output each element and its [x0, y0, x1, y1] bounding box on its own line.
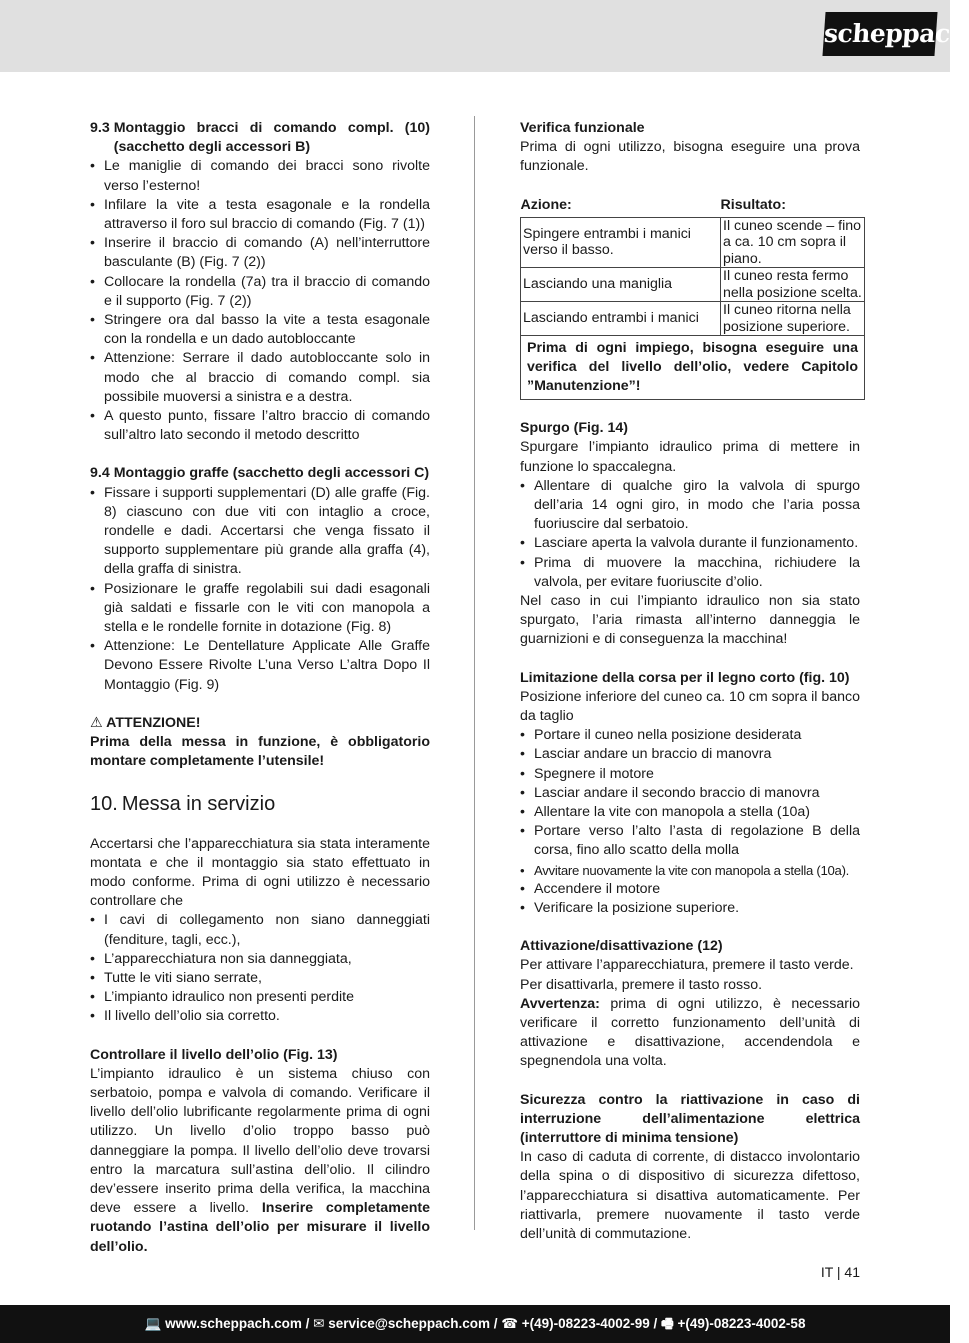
list-item: • Spegnere il motore — [520, 765, 860, 784]
on-off-warning: Avvertenza: prima di ogni utilizzo, è necessario verificare il corretto funzionamento dell’unità di attivazione e disattivazione, accendendola e spegnendola una volta. — [520, 995, 860, 1070]
section-9-4-heading: 9.4 Montaggio graffe (sacchetto degli accessori C) — [90, 465, 430, 482]
right-column — [520, 119, 860, 1244]
warning-text: Prima della messa in funzione, è obbligatorio montare completamente l’utensile! — [90, 734, 430, 770]
restart-protection-heading: Sicurezza contro la riattivazione in caso di interruzione dell’alimentazione elettrica (interruttore di minima tensione) — [520, 1091, 860, 1147]
oil-check-text: L’impianto idraulico è un sistema chiuso con serbatoio, pompa e valvola di comando. Verificare il livello dell’olio lubrificante regolarmente prima di ogni utilizzo. Un livello d’olio troppo basso può danneggiare la pompa. Il livello dell’olio deve trovarsi entro la marcatura sull’astina dell’olio. Il cilindro dev’essere inserito prima della verifica, la macchina deve essere a livello. Inserire completamente ruotando l’astina dell’olio per misurare il livello dell’olio. — [90, 1065, 430, 1255]
oil-check-heading: Controllare il livello dell’olio (Fig. 13) — [90, 1046, 338, 1063]
table-header-result: Risultato: — [720, 196, 786, 213]
list-item: • Inserire il braccio di comando (A) nell’interruttore basculante (B) (Fig. 7 (2)) — [90, 234, 430, 272]
list-item: • Allentare di qualche giro la valvola di spurgo dell’aria 14 ogni giro, in modo che l’aria possa fuoriuscire dal serbatoio. — [520, 477, 860, 535]
page-number: IT | 41 — [820, 1264, 860, 1280]
list-item: • Attenzione: Serrare il dado autobloccante solo in modo che al braccio di comando compl. sia possibile muoversi a sinistra e a destra. — [90, 349, 430, 407]
functional-check-table — [520, 196, 865, 401]
table-header-action: Azione: — [520, 196, 572, 213]
section-9-4-list — [90, 484, 430, 695]
column-divider — [474, 116, 475, 1230]
list-item: • Verificare la posizione superiore. — [520, 899, 860, 918]
list-item: • Lasciare aperta la valvola durante il funzionamento. — [520, 534, 860, 553]
functional-check-text: Prima di ogni utilizzo, bisogna eseguire una prova funzionale. — [520, 139, 860, 175]
stroke-limit-list — [520, 726, 860, 918]
list-item: • Allentare la vite con manopola a stella (10a) — [520, 803, 860, 822]
section-10-intro: Accertarsi che l’apparecchiatura sia stata interamente montata e che il montaggio sia stato effettuato in modo conforme. Prima di ogni utilizzo è necessario controllare che — [90, 835, 430, 910]
bleed-outro: Nel caso in cui l’impianto idraulico non sia stato spurgato, l’aria rimasta all’interno danneggia le guarnizioni e di conseguenza la macchina! — [520, 592, 860, 648]
list-item: • Le maniglie di comando dei bracci sono rivolte verso l’esterno! — [90, 157, 430, 195]
footer-contact: 💻 www.scheppach.com / ✉ service@scheppach.com / ☎ +(49)-08223-4002-99 / 🖷 +(49)-08223-4002-58 — [144, 1316, 806, 1331]
table-row: Lasciando una maniglia Il cuneo resta fermo nella posizione scelta. — [521, 268, 865, 302]
table-row: Lasciando entrambi i manici Il cuneo ritorna nella posizione superiore. — [521, 302, 865, 336]
stroke-limit-heading: Limitazione della corsa per il legno corto (fig. 10) — [520, 669, 850, 686]
list-item: • Prima di muovere la macchina, richiudere la valvola, per evitare fuoriuscite d’olio. — [520, 554, 860, 592]
stroke-limit-intro: Posizione inferiore del cuneo ca. 10 cm sopra il banco da taglio — [520, 688, 860, 724]
list-item: • Accendere il motore — [520, 880, 860, 899]
list-item: • Tutte le viti siano serrate, — [90, 969, 430, 988]
left-column — [90, 119, 430, 1257]
list-item: • Avvitare nuovamente la vite con manopola a stella (10a). — [520, 861, 860, 880]
section-9-3-heading: 9.3 Montaggio bracci di comando compl. (10) (sacchetto degli accessori B) — [90, 120, 430, 156]
bleed-heading: Spurgo (Fig. 14) — [520, 420, 628, 437]
bleed-intro: Spurgare l’impianto idraulico prima di mettere in funzione lo spaccalegna. — [520, 439, 860, 475]
warning-title: ⚠ ATTENZIONE! — [90, 714, 201, 731]
list-item: • L’apparecchiatura non sia danneggiata, — [90, 950, 430, 969]
list-item: • I cavi di collegamento non siano danneggiati (fenditure, tagli, ecc.), — [90, 911, 430, 949]
list-item: • Portare il cuneo nella posizione desiderata — [520, 726, 860, 745]
list-item: • A questo punto, fissare l’altro braccio di comando sull’altro lato secondo il metodo descritto — [90, 407, 430, 445]
list-item: • L’impianto idraulico non presenti perdite — [90, 988, 430, 1007]
on-off-line-2: Per disattivarla, premere il tasto rosso. — [520, 976, 763, 993]
on-off-line-1: Per attivare l’apparecchiatura, premere il tasto verde. — [520, 957, 854, 974]
section-10-heading: 10. Messa in servizio — [90, 792, 276, 815]
bleed-list — [520, 477, 860, 592]
restart-protection-text: In caso di caduta di corrente, di distacco involontario della spina o di dispositivo di sicurezza difettoso, l’apparecchiatura si disattiva automaticamente. Per riattivarla, premere nuovamente il tasto verde dell’unità di commutazione. — [520, 1149, 860, 1243]
table-note-row: Prima di ogni impiego, bisogna eseguire una verifica del livello dell’olio, vedere Capitolo ”Manutenzione”! — [521, 336, 865, 400]
list-item: • Fissare i supporti supplementari (D) alle graffe (Fig. 8) ciascuno con due viti con intaglio a croce, rondelle e dadi. Accertarsi che venga fissato il supporto supplementare più grande alla graffa (4), della graffa di sinistra. — [90, 484, 430, 580]
header-bar — [0, 0, 969, 72]
list-item: • Il livello dell’olio sia corretto. — [90, 1007, 430, 1026]
list-item: • Lasciar andare un braccio di manovra — [520, 745, 860, 764]
list-item: • Posizionare le graffe regolabili sui dadi esagonali già saldati e fissarle con le viti con manopola a stella e le rondelle fornite in dotazione (Fig. 8) — [90, 580, 430, 638]
on-off-heading: Attivazione/disattivazione (12) — [520, 938, 723, 955]
list-item: • Infilare la vite a testa esagonale e la rondella attraverso il foro sul braccio di comando (Fig. 7 (1)) — [90, 196, 430, 234]
list-item: • Lasciar andare il secondo braccio di manovra — [520, 784, 860, 803]
section-9-3-list — [90, 157, 430, 445]
section-10-list — [90, 911, 430, 1026]
brand-logo: scheppach — [822, 12, 937, 56]
functional-check-heading: Verifica funzionale — [520, 120, 645, 136]
list-item: • Portare verso l’alto l’asta di regolazione B della corsa, fino allo scatto della molla — [520, 822, 860, 860]
footer-bar — [0, 1305, 950, 1343]
list-item: • Attenzione: Le Dentellature Applicate Alle Graffe Devono Essere Rivolte L’una Verso L’altra Dopo Il Montaggio (Fig. 9) — [90, 637, 430, 695]
list-item: • Stringere ora dal basso la vite a testa esagonale con la rondella e un dado autobloccante — [90, 311, 430, 349]
table-row: Spingere entrambi i manici verso il basso. Il cuneo scende – fino a ca. 10 cm sopra il piano. — [521, 217, 865, 268]
list-item: • Collocare la rondella (7a) tra il braccio di comando e il supporto (Fig. 7 (2)) — [90, 273, 430, 311]
